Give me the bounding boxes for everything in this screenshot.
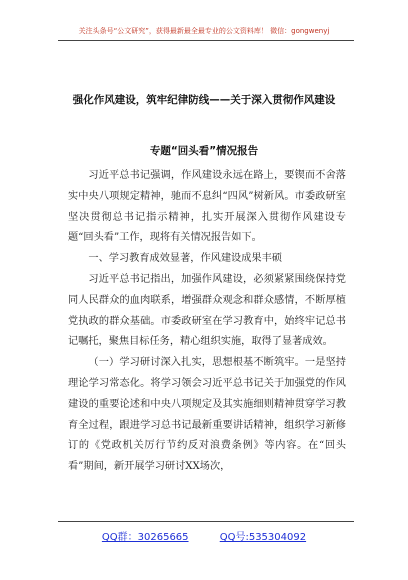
paragraph-section-1: 习近平总书记指出，加强作风建设，必须紧紧围绕保持党同人民群众的血肉联系，增强群众观念和群众感情，不断厚植党执政的群众基础。市委政研室在学习教育中，始终牢记总书记嘱托，聚焦目标任务，精心组织实施，取得了显著成效。 bbox=[68, 273, 346, 348]
document-title-line-1: 强化作风建设，筑牢纪律防线——关于深入贯彻作风建设 bbox=[72, 94, 336, 106]
header-rule bbox=[58, 40, 354, 41]
header-banner: 关注头条号“公文研究”，获得最新最全最专业的公文资料库！ 微信：gongwenyj bbox=[78, 27, 330, 35]
document-title-line-2: 专题“回头看”情况报告 bbox=[149, 145, 259, 157]
paragraph-subsection-1: （一）学习研讨深入扎实，思想根基不断筑牢。一是坚持理论学习常态化。将学习领会习近平总书记关于加强党的作风建设的重要论述和中央八项规定及其实施细则精神贯穿学习教育全过程，跟进学习总书记最新重要讲话精神，组织学习新修订的《党政机关厉行节约反对浪费条例》等内容。在“回头看”期间，新开展学习研讨XX场次， bbox=[68, 357, 346, 473]
paragraph-intro: 习近平总书记强调，作风建设永远在路上，要锲而不舍落实中央八项规定精神，驰而不息纠“四风”树新风。市委政研室坚决贯彻总书记指示精神，扎实开展深入贯彻作风建设专题“回头看”工作，现将有关情况报告如下。 bbox=[68, 170, 346, 244]
footer bbox=[0, 528, 408, 543]
document-body bbox=[68, 166, 346, 478]
footer-qq-group-link[interactable]: QQ群：30265665 bbox=[101, 532, 189, 543]
footer-qq-number-link[interactable]: QQ号:535304092 bbox=[219, 532, 307, 543]
footer-rule bbox=[58, 521, 354, 522]
section-heading-1: 一、学习教育成效显著，作风建设成果丰硕 bbox=[88, 253, 282, 265]
